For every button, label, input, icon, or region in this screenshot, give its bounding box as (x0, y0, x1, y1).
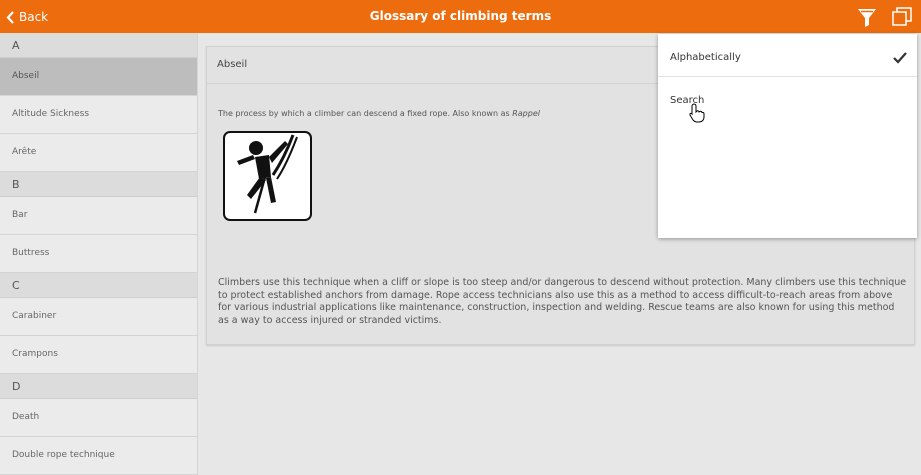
term-description-text: The process by which a climber can descend a fixed rope. Also known as (218, 109, 513, 118)
section-header-b: B (0, 172, 197, 197)
glossary-sidebar (0, 33, 198, 475)
page-title: Glossary of climbing terms (369, 9, 552, 23)
term-alias: Rappel (512, 109, 540, 118)
list-item-death[interactable]: Death (0, 399, 197, 437)
list-item-crampons[interactable]: Crampons (0, 336, 197, 374)
hand-pointer-cursor-icon (689, 103, 705, 123)
term-description (218, 109, 540, 118)
list-item-double-rope-technique[interactable]: Double rope technique (0, 437, 197, 475)
list-item-buttress[interactable]: Buttress (0, 235, 197, 273)
list-item-carabiner[interactable]: Carabiner (0, 298, 197, 336)
back-label: Back (19, 10, 49, 24)
list-item-bar[interactable]: Bar (0, 197, 197, 235)
climber-rappelling-icon (223, 131, 312, 221)
list-item-abseil[interactable]: Abseil (0, 58, 197, 96)
section-header-d: D (0, 374, 197, 399)
term-body: Climbers use this technique when a cliff or slope is too steep and/or dangerous to descend without protection. Many climbers use this technique to protect established anchors from damage. Rope access technicians also use this as a method to access difficult-to-reach areas from above for various industrial applications like maintenance, construction, inspection and welding. Rescue teams are also known for using this method as a way to access injured or stranded victims. (218, 277, 907, 326)
sort-option-label: Search (670, 95, 705, 106)
checkmark-icon (893, 52, 907, 64)
section-header-a: A (0, 33, 197, 58)
sort-option-alphabetically[interactable] (658, 34, 917, 77)
top-bar (0, 0, 921, 33)
sort-menu (658, 34, 917, 238)
filter-button[interactable] (856, 6, 878, 28)
filter-icon (856, 6, 878, 28)
term-title: Abseil (207, 47, 914, 84)
sort-option-label: Alphabetically (670, 52, 741, 63)
list-item-arete[interactable]: Arête (0, 134, 197, 172)
pages-button[interactable] (891, 6, 913, 28)
section-header-c: C (0, 273, 197, 298)
pages-icon (891, 6, 913, 28)
list-item-altitude-sickness[interactable]: Altitude Sickness (0, 96, 197, 134)
